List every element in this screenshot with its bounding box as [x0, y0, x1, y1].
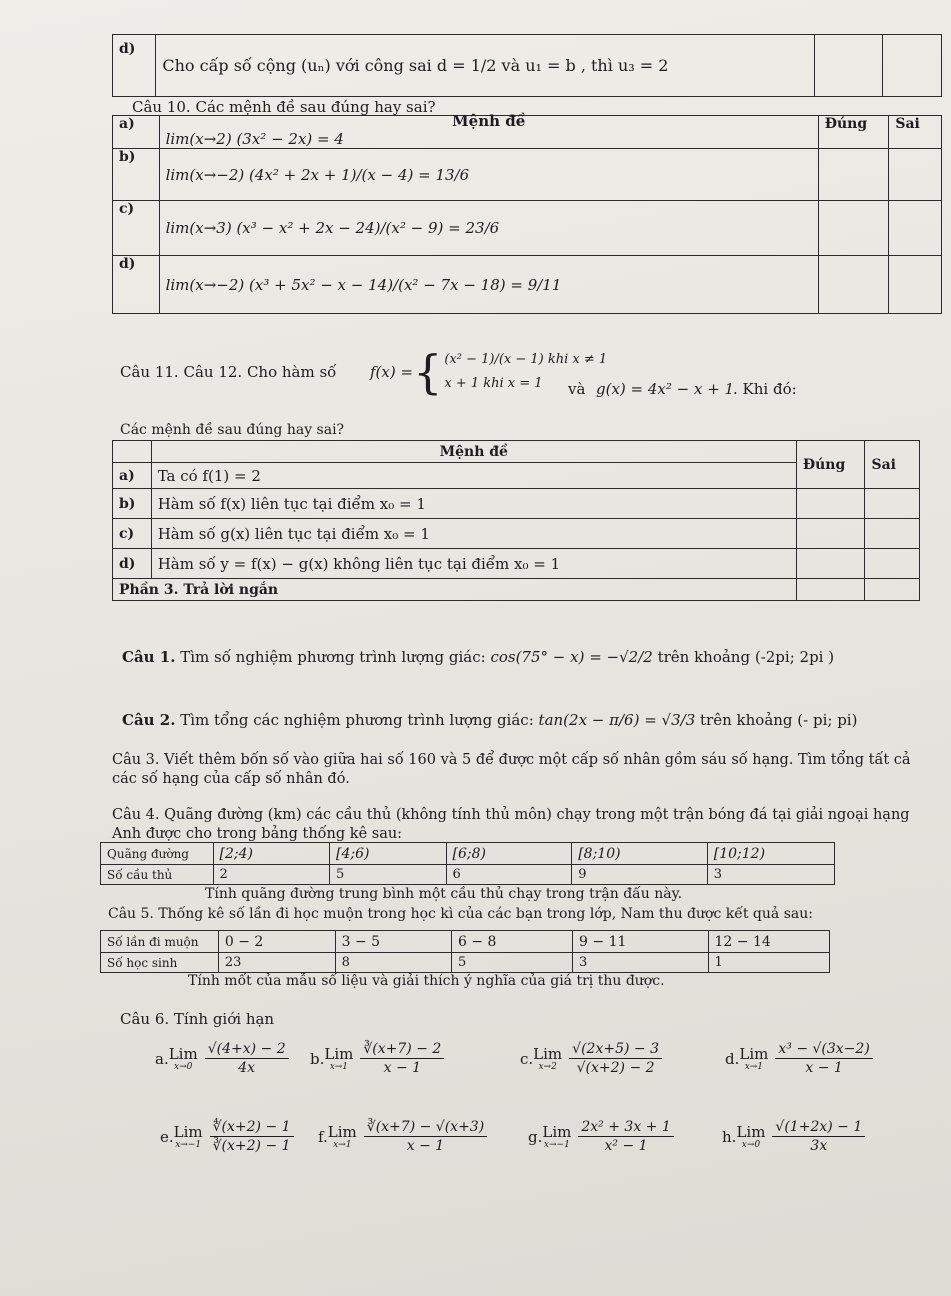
q11c-text: Hàm số g(x) liên tục tại điểm x₀ = 1	[151, 519, 796, 549]
q11-fx: f(x) =	[370, 363, 414, 381]
q11-intro: Câu 11. Câu 12. Cho hàm số	[120, 363, 337, 381]
q10b-false-cell[interactable]	[889, 149, 942, 201]
q6-label: h.	[722, 1127, 737, 1146]
q6-sub: x→1	[744, 1061, 764, 1072]
q4-bin: [2;4)	[213, 843, 330, 865]
q11-intro-line	[120, 363, 336, 381]
q11-subtitle: Các mệnh đề sau đúng hay sai?	[120, 422, 345, 438]
q6-num: √(4+x) − 2	[205, 1040, 289, 1059]
q6-label: d.	[725, 1049, 740, 1068]
q6-den: x − 1	[805, 1060, 843, 1076]
q1-line	[122, 648, 834, 666]
q3-line2: các số hạng của cấp số nhân đó.	[112, 771, 350, 787]
q6-num: √(2x+5) − 3	[569, 1040, 662, 1059]
q4-bin: [8;10)	[572, 843, 708, 865]
q5-bin: 3 − 5	[335, 931, 451, 953]
q10d-expr: lim(x→−2) (x³ + 5x² − x − 14)/(x² − 7x − 18) = 9/11	[159, 256, 818, 314]
q4-count: 6	[446, 865, 572, 885]
q11d-true-cell[interactable]	[796, 549, 865, 579]
q9d-label: d)	[113, 35, 156, 97]
q10d-false-cell[interactable]	[889, 256, 942, 314]
q11c-label: c)	[113, 519, 152, 549]
q6-den: √(x+2) − 2	[576, 1060, 655, 1076]
q4-note: Tính quãng đường trung bình một cầu thủ chạy trong trận đấu này.	[205, 886, 683, 902]
q5-line1: Câu 5. Thống kê số lần đi học muộn trong học kì của các bạn trong lớp, Nam thu được kết quả sau:	[108, 906, 813, 922]
q11-and: và	[568, 380, 586, 398]
q4-bin: [6;8)	[446, 843, 572, 865]
q6-lim: Lim	[739, 1044, 769, 1063]
q6-item-d	[725, 1040, 876, 1077]
q6-item-a	[155, 1040, 292, 1077]
q6-num: 2x² + 3x + 1	[578, 1118, 673, 1137]
q4-bin: [4;6)	[330, 843, 447, 865]
q6-den: ∛(x+2) − 1	[212, 1138, 291, 1154]
q11-case1: (x² − 1)/(x − 1) khi x ≠ 1	[444, 352, 608, 367]
q10b-label: b)	[113, 149, 160, 201]
q4-count: 5	[330, 865, 447, 885]
q3-line1: Câu 3. Viết thêm bốn số vào giữa hai số 160 và 5 để được một cấp số nhân gồm sáu số hạng. Tìm tổng tất cả	[112, 752, 911, 768]
q6-sub: x→−1	[543, 1139, 570, 1150]
q4-line1: Câu 4. Quãng đường (km) các cầu thủ (không tính thủ môn) chạy trong một trận bóng đá tại giải ngoại hạng	[112, 807, 910, 823]
q6-sub: x→0	[174, 1061, 193, 1072]
q4-line2: Anh được cho trong bảng thống kê sau:	[112, 826, 403, 842]
q1-text: Tìm số nghiệm phương trình lượng giác:	[180, 648, 486, 666]
q6-item-c	[520, 1040, 665, 1077]
q1-eq: cos(75° − x) = −√2/2	[490, 648, 653, 666]
q6-label: a.	[155, 1049, 169, 1068]
q11-header-statement: Mệnh đề	[151, 441, 796, 463]
q11a-label: a)	[113, 463, 152, 489]
q6-item-g	[528, 1118, 677, 1155]
q5-bin: 0 − 2	[218, 931, 335, 953]
q5-row2-label: Số học sinh	[101, 953, 219, 973]
q6-label: g.	[528, 1127, 543, 1146]
q10d-label: d)	[113, 256, 160, 314]
q10c-expr: lim(x→3) (x³ − x² + 2x − 24)/(x² − 9) = 23/6	[159, 201, 818, 256]
q11-table	[112, 440, 920, 601]
q11-gx: g(x) = 4x² − x + 1	[596, 380, 735, 398]
q4-count: 2	[213, 865, 330, 885]
q6-lim: Lim	[324, 1044, 354, 1063]
q10-header-statement: Mệnh đề	[452, 112, 526, 130]
q11b-label: b)	[113, 489, 152, 519]
q6-label: c.	[520, 1049, 534, 1068]
q6-num: x³ − √(3x−2)	[775, 1040, 872, 1059]
q11d-label: d)	[113, 549, 152, 579]
q11-brace-icon: {	[413, 345, 443, 399]
q6-den: x² − 1	[604, 1138, 648, 1154]
q2-tail: trên khoảng (- pi; pi)	[700, 711, 858, 729]
q5-count: 3	[573, 953, 708, 973]
q6-label: b.	[310, 1049, 325, 1068]
q6-sub: x→1	[333, 1139, 352, 1150]
q6-label: e.	[160, 1127, 174, 1146]
q2-line	[122, 711, 857, 729]
q4-count: 9	[572, 865, 708, 885]
q6-label: f.	[318, 1127, 328, 1146]
q11c-false-cell[interactable]	[865, 519, 920, 549]
q2-label: Câu 2.	[122, 711, 176, 729]
q10c-true-cell[interactable]	[818, 201, 889, 256]
q10-header-true: Đúng	[818, 116, 889, 149]
q6-den: x − 1	[406, 1138, 445, 1154]
q5-row1-label: Số lần đi muộn	[101, 931, 219, 953]
q5-count: 23	[218, 953, 335, 973]
q10c-label: c)	[113, 201, 160, 256]
q4-table	[100, 842, 835, 885]
q5-bin: 12 − 14	[708, 931, 830, 953]
q9-table	[112, 34, 942, 97]
q6-num: ∛(x+7) − √(x+3)	[364, 1118, 487, 1137]
q11d-false-cell[interactable]	[865, 549, 920, 579]
part3-heading: Phần 3. Trả lời ngắn	[113, 579, 797, 601]
q1-tail: trên khoảng (-2pi; 2pi )	[657, 648, 835, 666]
q6-title: Câu 6. Tính giới hạn	[120, 1010, 275, 1028]
q5-bin: 9 − 11	[573, 931, 708, 953]
q1-label: Câu 1.	[122, 648, 176, 666]
q10-table	[112, 112, 942, 314]
q9d-false-cell[interactable]	[883, 35, 942, 97]
q6-item-b	[310, 1040, 447, 1077]
q10c-false-cell[interactable]	[889, 201, 942, 256]
q6-item-f	[318, 1118, 490, 1155]
q6-lim: Lim	[327, 1122, 357, 1141]
q9d-true-cell[interactable]	[814, 35, 883, 97]
q6-lim: Lim	[168, 1044, 198, 1063]
q11c-true-cell[interactable]	[796, 519, 865, 549]
q5-count: 8	[335, 953, 451, 973]
q6-num: ∛(x+7) − 2	[360, 1040, 444, 1059]
q5-table	[100, 930, 830, 973]
q10-title: Câu 10. Các mệnh đề sau đúng hay sai?	[132, 98, 436, 116]
q11-header-false: Sai	[865, 441, 920, 489]
q11-case2: x + 1 khi x = 1	[444, 376, 543, 391]
q4-row1-label: Quãng đường	[101, 843, 214, 865]
q11b-true-cell[interactable]	[796, 489, 865, 519]
q10-header-false: Sai	[889, 116, 942, 149]
q10b-true-cell[interactable]	[818, 149, 889, 201]
q2-text: Tìm tổng các nghiệm phương trình lượng giác:	[180, 711, 534, 729]
q5-count: 5	[452, 953, 573, 973]
q11-end: . Khi đó:	[733, 380, 797, 398]
q2-eq: tan(2x − π/6) = √3/3	[538, 711, 696, 729]
q6-den: 4x	[238, 1060, 256, 1076]
q9d-statement: Cho cấp số cộng (uₙ) với công sai d = 1/2 và u₁ = b , thì u₃ = 2	[156, 35, 815, 97]
q4-count: 3	[707, 865, 834, 885]
q10a-label: a)	[113, 116, 160, 149]
q5-count: 1	[708, 953, 830, 973]
q4-row2-label: Số cầu thủ	[101, 865, 214, 885]
q6-sub: x→−1	[175, 1139, 202, 1150]
q5-note: Tính mốt của mẫu số liệu và giải thích ý nghĩa của giá trị thu được.	[188, 973, 665, 989]
q11b-text: Hàm số f(x) liên tục tại điểm x₀ = 1	[151, 489, 796, 519]
q6-lim: Lim	[736, 1122, 766, 1141]
q6-item-h	[722, 1118, 868, 1155]
q6-lim: Lim	[533, 1044, 563, 1063]
q6-lim: Lim	[542, 1122, 572, 1141]
q6-num: √(1+2x) − 1	[772, 1118, 865, 1137]
q6-sub: x→2	[538, 1061, 557, 1072]
q6-lim: Lim	[173, 1122, 203, 1141]
q11-header-true: Đúng	[796, 441, 865, 489]
q6-den: x − 1	[383, 1060, 422, 1076]
q10b-expr: lim(x→−2) (4x² + 2x + 1)/(x − 4) = 13/6	[159, 149, 818, 201]
q6-sub: x→0	[741, 1139, 761, 1150]
q11d-text: Hàm số y = f(x) − g(x) không liên tục tại điểm x₀ = 1	[151, 549, 796, 579]
q6-item-e	[160, 1118, 297, 1155]
q10d-true-cell[interactable]	[818, 256, 889, 314]
q6-sub: x→1	[329, 1061, 349, 1072]
q10a-expr: lim(x→2) (3x² − 2x) = 4	[165, 130, 344, 148]
q11a-text: Ta có f(1) = 2	[151, 463, 796, 489]
q5-bin: 6 − 8	[452, 931, 573, 953]
q11b-false-cell[interactable]	[865, 489, 920, 519]
q4-bin: [10;12)	[707, 843, 834, 865]
q6-den: 3x	[810, 1138, 828, 1154]
q6-num: ∜(x+2) − 1	[210, 1118, 294, 1137]
